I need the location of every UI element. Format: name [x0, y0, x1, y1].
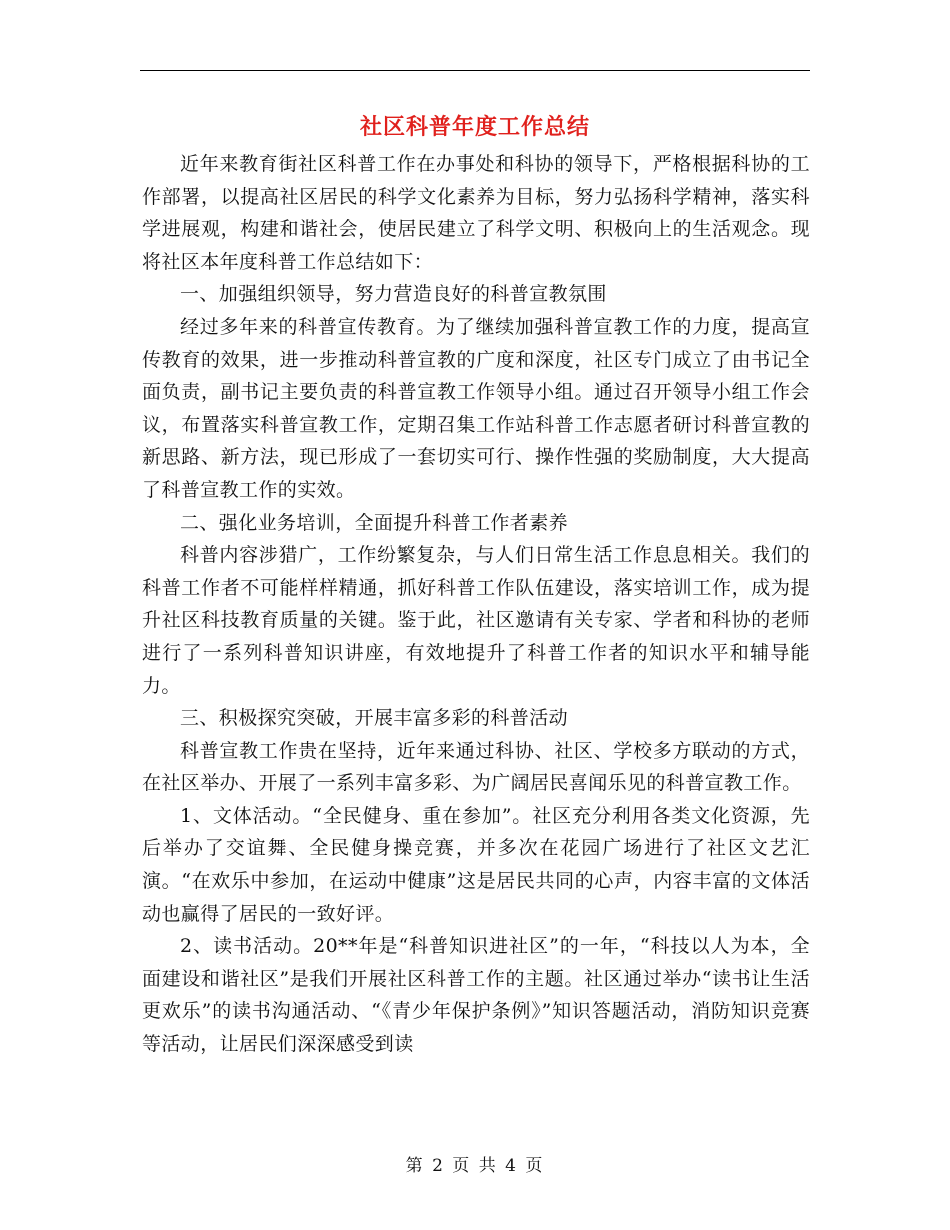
paragraph-section-3: 科普宣教工作贵在坚持，近年来通过科协、社区、学校多方联动的方式，在社区举办、开展了一系列丰富多彩、为广阔居民喜闻乐见的科普宣教工作。 — [142, 739, 810, 795]
document-body — [142, 148, 810, 1061]
paragraph-section-1: 经过多年来的科普宣传教育。为了继续加强科普宣教工作的力度，提高宣传教育的效果，进一步推动科普宣教的广度和深度，社区专门成立了由书记全面负责，副书记主要负责的科普宣教工作领导小组。通过召开领导小组工作会议，布置落实科普宣教工作，定期召集工作站科普工作志愿者研讨科普宣教的新思路、新方法，现已形成了一套切实可行、操作性强的奖励制度，大大提高了科普宣教工作的实效。 — [142, 315, 810, 501]
section-heading-2: 二、强化业务培训，全面提升科普工作者素养 — [180, 511, 569, 534]
section-heading-1: 一、加强组织领导，努力营造良好的科普宣教氛围 — [180, 283, 607, 306]
section-heading-3: 三、积极探究突破，开展丰富多彩的科普活动 — [180, 707, 569, 730]
paragraph-item-1: 1、文体活动。“全民健身、重在参加”。社区充分利用各类文化资源，先后举办了交谊舞、全民健身操竞赛，并多次在花园广场进行了社区文艺汇演。“在欢乐中参加，在运动中健康”这是居民共同的心声，内容丰富的文体活动也赢得了居民的一致好评。 — [142, 804, 810, 925]
paragraph-section-2: 科普内容涉猎广，工作纷繁复杂，与人们日常生活工作息息相关。我们的科普工作者不可能样样精通，抓好科普工作队伍建设，落实培训工作，成为提升社区科技教育质量的关键。鉴于此，社区邀请有关专家、学者和科协的老师进行了一系列科普知识讲座，有效地提升了科普工作者的知识水平和辅导能力。 — [142, 544, 810, 697]
page-number: 第 2 页 共 4 页 — [405, 1156, 545, 1176]
header-rule — [140, 70, 810, 71]
paragraph-item-2: 2、读书活动。20**年是“科普知识进社区”的一年，“科技以人为本，全面建设和谐社区”是我们开展社区科普工作的主题。社区通过举办“读书让生活更欢乐”的读书沟通活动、“《青少年保护条例》”知识答题活动，消防知识竞赛等活动，让居民们深深感受到读 — [142, 935, 810, 1056]
paragraph-intro: 近年来教育街社区科普工作在办事处和科协的领导下，严格根据科协的工作部署，以提高社区居民的科学文化素养为目标，努力弘扬科学精神，落实科学进展观，构建和谐社会，使居民建立了科学文明、积极向上的生活观念。现将社区本年度科普工作总结如下： — [142, 153, 810, 273]
document-title: 社区科普年度工作总结 — [359, 114, 590, 140]
